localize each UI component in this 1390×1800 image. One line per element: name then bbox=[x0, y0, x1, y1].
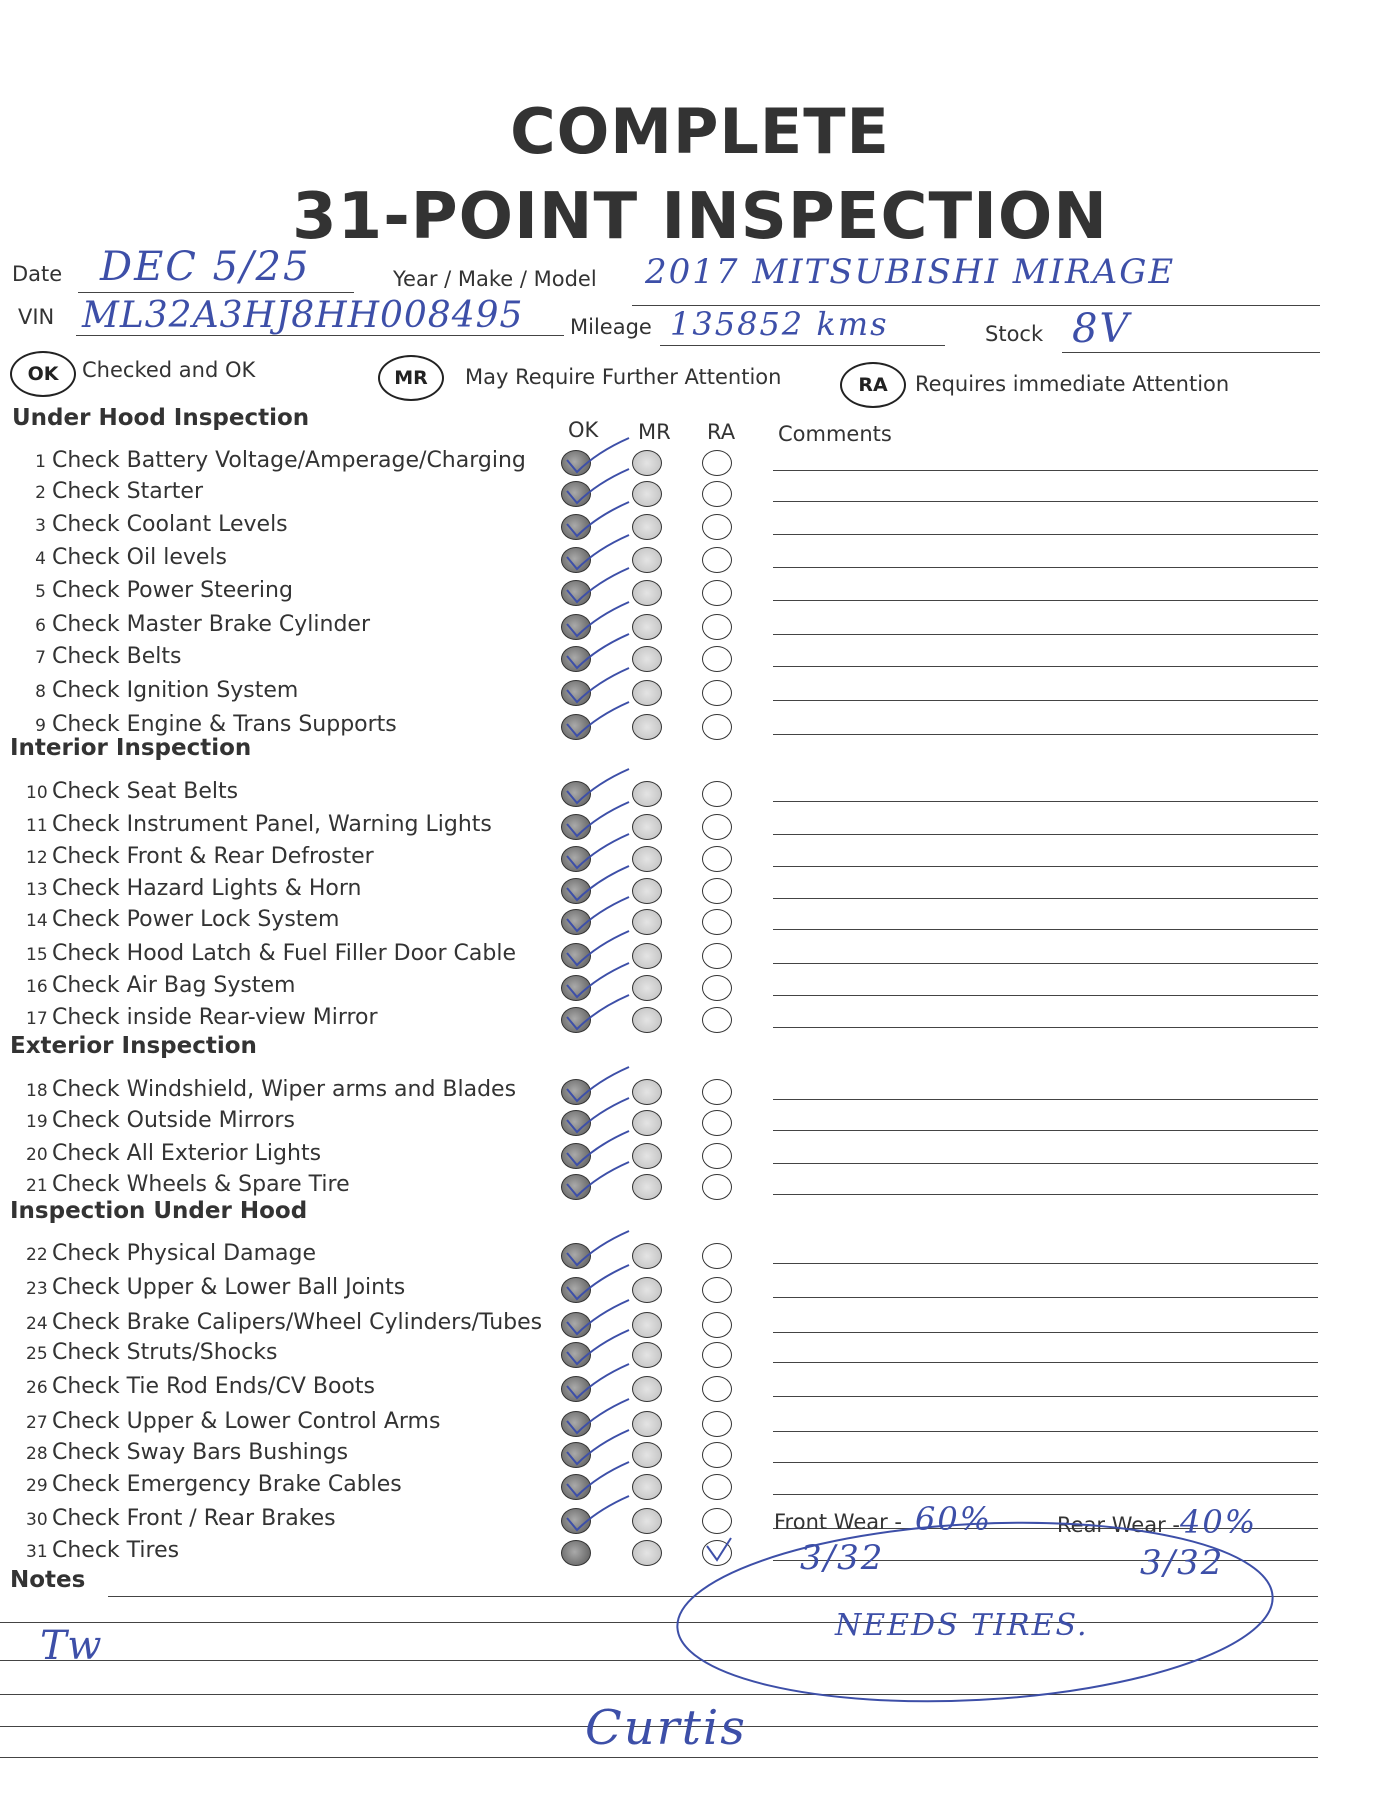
comment-line[interactable] bbox=[773, 666, 1318, 667]
item-label: Check Tires bbox=[52, 1538, 180, 1563]
item-number: 16 bbox=[26, 977, 48, 997]
comment-line[interactable] bbox=[773, 1362, 1318, 1363]
item-label: Check Power Lock System bbox=[52, 907, 340, 932]
item-label: Check Power Steering bbox=[52, 578, 293, 603]
checklist-item bbox=[26, 479, 203, 504]
radio-ra[interactable] bbox=[702, 878, 732, 904]
comment-line[interactable] bbox=[773, 834, 1318, 835]
checklist-item bbox=[26, 678, 298, 703]
date-value[interactable]: DEC 5/25 bbox=[100, 244, 311, 290]
checklist-item bbox=[26, 448, 526, 473]
checklist-item bbox=[26, 712, 397, 737]
comment-line[interactable] bbox=[773, 1431, 1318, 1432]
radio-mr[interactable] bbox=[632, 1376, 662, 1402]
radio-ra[interactable] bbox=[702, 1312, 732, 1338]
vin-label: VIN bbox=[18, 305, 55, 329]
item-number: 21 bbox=[26, 1176, 48, 1196]
radio-ra[interactable] bbox=[702, 1277, 732, 1303]
radio-ra[interactable] bbox=[702, 1442, 732, 1468]
item-number: 28 bbox=[26, 1444, 48, 1464]
item-number: 7 bbox=[35, 648, 46, 668]
checklist-item bbox=[26, 1241, 316, 1266]
item-number: 12 bbox=[26, 848, 48, 868]
item-label: Check Emergency Brake Cables bbox=[52, 1472, 402, 1497]
signature[interactable]: Curtis bbox=[585, 1700, 747, 1756]
radio-ra[interactable] bbox=[702, 714, 732, 740]
item-label: Check Coolant Levels bbox=[52, 512, 288, 537]
checklist-item bbox=[26, 1077, 516, 1102]
item-label: Check Hazard Lights & Horn bbox=[52, 876, 362, 901]
item-label: Check All Exterior Lights bbox=[52, 1141, 322, 1166]
radio-ra[interactable] bbox=[702, 1007, 732, 1033]
radio-mr[interactable] bbox=[632, 646, 662, 672]
stock-label: Stock bbox=[985, 322, 1044, 346]
radio-ok[interactable] bbox=[561, 1143, 591, 1169]
item-number: 5 bbox=[35, 582, 46, 602]
comment-line[interactable] bbox=[773, 1194, 1318, 1195]
mileage-underline bbox=[660, 345, 945, 346]
radio-mr[interactable] bbox=[632, 814, 662, 840]
comment-line[interactable] bbox=[773, 1396, 1318, 1397]
comment-line[interactable] bbox=[773, 700, 1318, 701]
radio-ok[interactable] bbox=[561, 846, 591, 872]
item-label: Check Master Brake Cylinder bbox=[52, 612, 370, 637]
checklist-item bbox=[26, 1506, 336, 1531]
notes-line-3 bbox=[0, 1694, 1318, 1695]
radio-ra[interactable] bbox=[702, 814, 732, 840]
checklist-item bbox=[26, 1538, 179, 1563]
item-number: 31 bbox=[26, 1542, 48, 1562]
item-label: Check Starter bbox=[52, 479, 203, 504]
radio-ra[interactable] bbox=[702, 580, 732, 606]
comment-line[interactable] bbox=[773, 1494, 1318, 1495]
radio-mr[interactable] bbox=[632, 1110, 662, 1136]
radio-mr[interactable] bbox=[632, 1312, 662, 1338]
radio-ra[interactable] bbox=[702, 680, 732, 706]
checklist-item bbox=[26, 612, 370, 637]
item-label: Check Oil levels bbox=[52, 545, 227, 570]
radio-ok[interactable] bbox=[561, 1508, 591, 1534]
section-title: Inspection Under Hood bbox=[10, 1198, 308, 1224]
radio-mr[interactable] bbox=[632, 1143, 662, 1169]
radio-ra[interactable] bbox=[702, 481, 732, 507]
stock-value[interactable]: 8V bbox=[1072, 306, 1131, 352]
item-number: 27 bbox=[26, 1413, 48, 1433]
comment-line[interactable] bbox=[773, 801, 1318, 802]
front-depth-value[interactable]: 3/32 bbox=[800, 1538, 885, 1578]
radio-ok[interactable] bbox=[561, 646, 591, 672]
item-label: Check Front / Rear Brakes bbox=[52, 1506, 336, 1531]
checklist-item bbox=[26, 844, 374, 869]
item-number: 4 bbox=[35, 549, 46, 569]
item-label: Check Seat Belts bbox=[52, 779, 239, 804]
checklist-item bbox=[26, 812, 492, 837]
checklist-item bbox=[26, 973, 295, 998]
item-label: Check Brake Calipers/Wheel Cylinders/Tubes bbox=[52, 1310, 543, 1335]
comment-line[interactable] bbox=[773, 866, 1318, 867]
radio-ra[interactable] bbox=[702, 1174, 732, 1200]
radio-mr[interactable] bbox=[632, 1411, 662, 1437]
title-line-1: COMPLETE bbox=[510, 95, 890, 168]
radio-ra[interactable] bbox=[702, 1143, 732, 1169]
item-label: Check Tie Rod Ends/CV Boots bbox=[52, 1374, 375, 1399]
radio-ra[interactable] bbox=[702, 943, 732, 969]
item-number: 25 bbox=[26, 1344, 48, 1364]
radio-mr[interactable] bbox=[632, 1243, 662, 1269]
item-number: 9 bbox=[35, 716, 46, 736]
radio-mr[interactable] bbox=[632, 547, 662, 573]
item-number: 11 bbox=[26, 816, 48, 836]
radio-ra[interactable] bbox=[702, 846, 732, 872]
section-title: Under Hood Inspection bbox=[12, 405, 310, 431]
item-label: Check Wheels & Spare Tire bbox=[52, 1172, 350, 1197]
radio-ra[interactable] bbox=[702, 1540, 732, 1566]
radio-ok[interactable] bbox=[561, 1376, 591, 1402]
radio-ra[interactable] bbox=[702, 1342, 732, 1368]
item-number: 10 bbox=[26, 783, 48, 803]
date-label: Date bbox=[12, 262, 63, 286]
legend-mr-badge: MR bbox=[378, 355, 444, 401]
radio-ra[interactable] bbox=[702, 450, 732, 476]
radio-ok[interactable] bbox=[561, 1342, 591, 1368]
radio-ra[interactable] bbox=[702, 614, 732, 640]
comment-line[interactable] bbox=[773, 963, 1318, 964]
item-label: Check Physical Damage bbox=[52, 1241, 316, 1266]
checklist-item bbox=[26, 907, 339, 932]
radio-ra[interactable] bbox=[702, 1110, 732, 1136]
radio-mr[interactable] bbox=[632, 580, 662, 606]
radio-mr[interactable] bbox=[632, 1079, 662, 1105]
item-number: 18 bbox=[26, 1081, 48, 1101]
rear-depth-value[interactable]: 3/32 bbox=[1140, 1543, 1225, 1583]
radio-ok[interactable] bbox=[561, 781, 591, 807]
item-number: 8 bbox=[35, 682, 46, 702]
checklist-item bbox=[26, 1108, 295, 1133]
mileage-label: Mileage bbox=[570, 315, 652, 339]
radio-ok[interactable] bbox=[561, 1277, 591, 1303]
notes-line-0 bbox=[108, 1596, 1318, 1597]
col-comments-header: Comments bbox=[778, 422, 892, 446]
rear-wear-value[interactable]: 40% bbox=[1180, 1503, 1258, 1541]
comment-line[interactable] bbox=[773, 1130, 1318, 1131]
notes-label: Notes bbox=[10, 1567, 86, 1593]
radio-mr[interactable] bbox=[632, 943, 662, 969]
item-number: 29 bbox=[26, 1476, 48, 1496]
comment-line[interactable] bbox=[773, 1462, 1318, 1463]
checklist-item bbox=[26, 1472, 402, 1497]
radio-ok[interactable] bbox=[561, 1243, 591, 1269]
legend-ra-text: Requires immediate Attention bbox=[915, 372, 1230, 396]
stock-underline bbox=[1062, 352, 1320, 353]
radio-ok[interactable] bbox=[561, 1411, 591, 1437]
checklist-item bbox=[26, 1310, 542, 1335]
item-label: Check inside Rear-view Mirror bbox=[52, 1005, 378, 1030]
radio-ok[interactable] bbox=[561, 1174, 591, 1200]
item-number: 1 bbox=[35, 452, 46, 472]
radio-mr[interactable] bbox=[632, 614, 662, 640]
item-number: 3 bbox=[35, 516, 46, 536]
radio-ra[interactable] bbox=[702, 909, 732, 935]
checklist-item bbox=[26, 1172, 350, 1197]
item-label: Check Sway Bars Bushings bbox=[52, 1440, 349, 1465]
checklist-item bbox=[26, 1440, 348, 1465]
item-number: 14 bbox=[26, 911, 48, 931]
section-title: Exterior Inspection bbox=[10, 1033, 257, 1059]
comment-line[interactable] bbox=[773, 1297, 1318, 1298]
radio-ok[interactable] bbox=[561, 614, 591, 640]
item-number: 22 bbox=[26, 1245, 48, 1265]
radio-ok[interactable] bbox=[561, 1442, 591, 1468]
comment-line[interactable] bbox=[773, 567, 1318, 568]
radio-mr[interactable] bbox=[632, 1540, 662, 1566]
item-label: Check Engine & Trans Supports bbox=[52, 712, 397, 737]
item-number: 6 bbox=[35, 616, 46, 636]
checklist-item bbox=[26, 1275, 405, 1300]
comment-line[interactable] bbox=[773, 1163, 1318, 1164]
mileage-value[interactable]: 135852 kms bbox=[670, 305, 889, 343]
item-number: 19 bbox=[26, 1112, 48, 1132]
col-ra-header: RA bbox=[707, 420, 736, 444]
checklist-item bbox=[26, 941, 516, 966]
radio-mr[interactable] bbox=[632, 514, 662, 540]
comment-line[interactable] bbox=[773, 1027, 1318, 1028]
radio-ok[interactable] bbox=[561, 1540, 591, 1566]
comment-line[interactable] bbox=[773, 1099, 1318, 1100]
item-label: Check Struts/Shocks bbox=[52, 1340, 278, 1365]
radio-mr[interactable] bbox=[632, 975, 662, 1001]
item-label: Check Outside Mirrors bbox=[52, 1108, 295, 1133]
item-label: Check Upper & Lower Ball Joints bbox=[52, 1275, 406, 1300]
comment-line[interactable] bbox=[773, 634, 1318, 635]
col-ok-header: OK bbox=[568, 418, 599, 442]
notes-line-1 bbox=[0, 1622, 1318, 1623]
item-number: 20 bbox=[26, 1145, 48, 1165]
checklist-item bbox=[26, 1340, 277, 1365]
vin-value[interactable]: ML32A3HJ8HH008495 bbox=[82, 295, 524, 336]
radio-mr[interactable] bbox=[632, 1174, 662, 1200]
needs-tires-note[interactable]: NEEDS TIRES. bbox=[835, 1608, 1089, 1643]
radio-ok[interactable] bbox=[561, 580, 591, 606]
radio-ok[interactable] bbox=[561, 975, 591, 1001]
notes-line-2 bbox=[0, 1660, 1318, 1661]
comment-line[interactable] bbox=[773, 734, 1318, 735]
checklist-item bbox=[26, 1141, 321, 1166]
item-label: Check Air Bag System bbox=[52, 973, 296, 998]
radio-ok[interactable] bbox=[561, 450, 591, 476]
item-number: 24 bbox=[26, 1314, 48, 1334]
radio-mr[interactable] bbox=[632, 781, 662, 807]
checklist-item bbox=[26, 578, 293, 603]
radio-mr[interactable] bbox=[632, 909, 662, 935]
radio-mr[interactable] bbox=[632, 878, 662, 904]
radio-ok[interactable] bbox=[561, 714, 591, 740]
item-number: 2 bbox=[35, 483, 46, 503]
item-label: Check Upper & Lower Control Arms bbox=[52, 1409, 441, 1434]
radio-ra[interactable] bbox=[702, 1243, 732, 1269]
radio-ok[interactable] bbox=[561, 1474, 591, 1500]
item-number: 30 bbox=[26, 1510, 48, 1530]
item-label: Check Front & Rear Defroster bbox=[52, 844, 374, 869]
radio-ok[interactable] bbox=[561, 943, 591, 969]
checklist-item bbox=[26, 1374, 375, 1399]
comment-line[interactable] bbox=[773, 1263, 1318, 1264]
radio-ok[interactable] bbox=[561, 814, 591, 840]
radio-ok[interactable] bbox=[561, 909, 591, 935]
item-number: 13 bbox=[26, 880, 48, 900]
radio-ra[interactable] bbox=[702, 1474, 732, 1500]
front-wear-label: Front Wear - bbox=[774, 1510, 902, 1534]
item-label: Check Belts bbox=[52, 644, 182, 669]
legend-mr-text: May Require Further Attention bbox=[465, 365, 782, 389]
radio-ra[interactable] bbox=[702, 1411, 732, 1437]
legend-ra-badge: RA bbox=[840, 362, 906, 408]
radio-ra[interactable] bbox=[702, 547, 732, 573]
item-label: Check Hood Latch & Fuel Filler Door Cable bbox=[52, 941, 516, 966]
radio-mr[interactable] bbox=[632, 481, 662, 507]
comment-line[interactable] bbox=[773, 600, 1318, 601]
comment-line[interactable] bbox=[773, 929, 1318, 930]
radio-mr[interactable] bbox=[632, 1474, 662, 1500]
radio-mr[interactable] bbox=[632, 1342, 662, 1368]
comment-line[interactable] bbox=[773, 470, 1318, 471]
radio-mr[interactable] bbox=[632, 450, 662, 476]
section-title: Interior Inspection bbox=[10, 735, 252, 761]
radio-ok[interactable] bbox=[561, 680, 591, 706]
checklist-item bbox=[26, 545, 227, 570]
radio-ok[interactable] bbox=[561, 878, 591, 904]
radio-mr[interactable] bbox=[632, 1442, 662, 1468]
radio-ra[interactable] bbox=[702, 514, 732, 540]
ymm-label: Year / Make / Model bbox=[393, 267, 597, 291]
item-number: 23 bbox=[26, 1279, 48, 1299]
checklist-item bbox=[26, 512, 288, 537]
item-number: 15 bbox=[26, 945, 48, 965]
radio-ok[interactable] bbox=[561, 1110, 591, 1136]
notes-line-5 bbox=[0, 1757, 1318, 1758]
radio-ra[interactable] bbox=[702, 1508, 732, 1534]
radio-mr[interactable] bbox=[632, 680, 662, 706]
radio-ra[interactable] bbox=[702, 1376, 732, 1402]
rear-wear-label: Rear Wear - bbox=[1057, 1513, 1180, 1537]
radio-mr[interactable] bbox=[632, 1007, 662, 1033]
checklist-item bbox=[26, 1005, 378, 1030]
comment-line[interactable] bbox=[773, 995, 1318, 996]
initials[interactable]: Tw bbox=[40, 1623, 104, 1669]
comment-line[interactable] bbox=[773, 898, 1318, 899]
item-label: Check Ignition System bbox=[52, 678, 299, 703]
radio-ok[interactable] bbox=[561, 514, 591, 540]
front-wear-value[interactable]: 60% bbox=[915, 1500, 993, 1538]
item-number: 26 bbox=[26, 1378, 48, 1398]
checklist-item bbox=[26, 779, 238, 804]
radio-mr[interactable] bbox=[632, 714, 662, 740]
item-label: Check Battery Voltage/Amperage/Charging bbox=[52, 448, 526, 473]
radio-ra[interactable] bbox=[702, 781, 732, 807]
legend-ok-text: Checked and OK bbox=[82, 358, 256, 382]
title-line-2: 31-POINT INSPECTION bbox=[292, 180, 1108, 254]
radio-ok[interactable] bbox=[561, 1007, 591, 1033]
radio-ra[interactable] bbox=[702, 646, 732, 672]
radio-ok[interactable] bbox=[561, 1312, 591, 1338]
radio-mr[interactable] bbox=[632, 846, 662, 872]
item-label: Check Instrument Panel, Warning Lights bbox=[52, 812, 492, 837]
radio-mr[interactable] bbox=[632, 1277, 662, 1303]
col-mr-header: MR bbox=[638, 420, 671, 444]
radio-ra[interactable] bbox=[702, 975, 732, 1001]
radio-ok[interactable] bbox=[561, 547, 591, 573]
legend-ok-badge: OK bbox=[10, 351, 76, 397]
comment-line[interactable] bbox=[773, 501, 1318, 502]
radio-mr[interactable] bbox=[632, 1508, 662, 1534]
date-underline bbox=[78, 292, 354, 293]
radio-ok[interactable] bbox=[561, 481, 591, 507]
checklist-item bbox=[26, 1409, 440, 1434]
checklist-item bbox=[26, 644, 182, 669]
radio-ok[interactable] bbox=[561, 1079, 591, 1105]
comment-line[interactable] bbox=[773, 1332, 1318, 1333]
checklist-item bbox=[26, 876, 361, 901]
item-label: Check Windshield, Wiper arms and Blades bbox=[52, 1077, 517, 1102]
ymm-value[interactable]: 2017 MITSUBISHI MIRAGE bbox=[645, 252, 1176, 292]
comment-line[interactable] bbox=[773, 534, 1318, 535]
item-number: 17 bbox=[26, 1009, 48, 1029]
radio-ra[interactable] bbox=[702, 1079, 732, 1105]
